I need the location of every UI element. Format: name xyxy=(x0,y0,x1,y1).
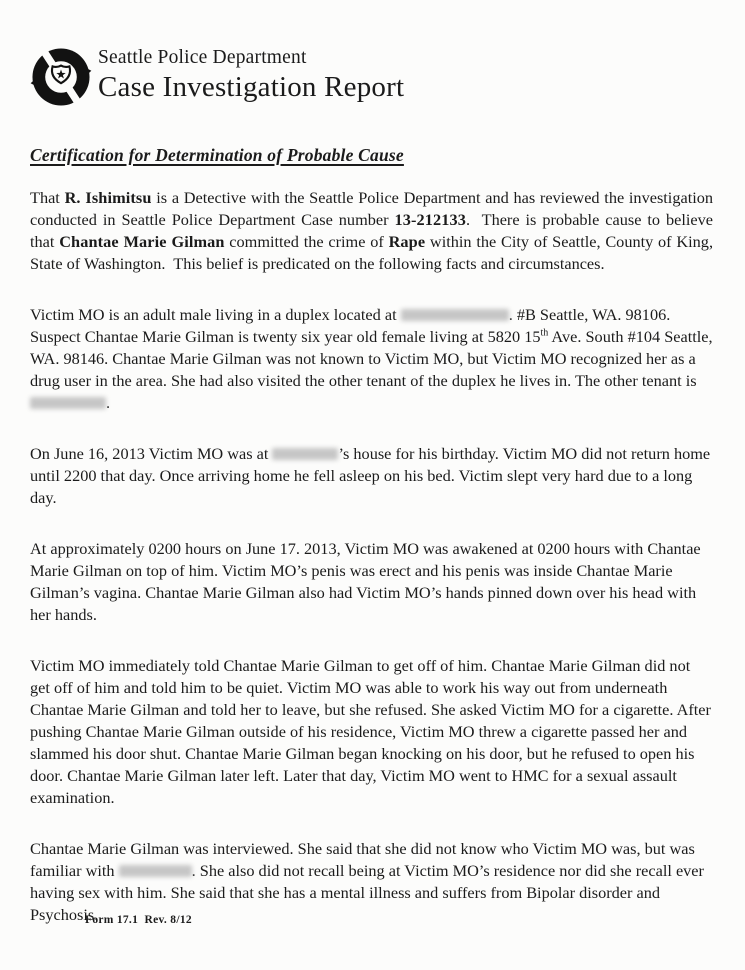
agency-name: Seattle Police Department xyxy=(98,47,307,68)
section-heading-probable-cause: Certification for Determination of Probable Cause xyxy=(30,145,404,165)
body-text: Victim MO is an adult male living in a duplex located at xyxy=(30,305,401,324)
body-text: committed the crime of xyxy=(224,232,389,251)
form-footer-label: Form 17.1 Rev. 8/12 xyxy=(85,914,192,926)
bold-text: Rape xyxy=(388,232,426,251)
body-text: . #B Seattle, WA. 98106. Suspect Chantae Marie Gilman is twenty six year old female living at 5820 15 xyxy=(30,305,675,346)
header-titles xyxy=(98,44,404,105)
paragraph xyxy=(30,304,717,414)
paragraph xyxy=(30,187,718,275)
bold-text: 13-212133 xyxy=(394,210,466,229)
body-text: . There is probable cause to believe that xyxy=(30,210,718,251)
paragraphs xyxy=(30,187,718,926)
document-header xyxy=(30,44,713,114)
report-title: Case Investigation Report xyxy=(98,71,405,104)
redaction-blur xyxy=(272,448,338,460)
body-text: ’s house for his birthday. Victim MO did not return home until 2200 that day. Once arriving home he fell asleep on his bed. Victim slept very hard due to a long day. xyxy=(30,444,715,507)
bold-text: Chantae Marie Gilman xyxy=(59,232,225,251)
body-text: is a Detective with the Seattle Police Department and has reviewed the investigation conducted in Seattle Police Department Case number xyxy=(30,188,718,229)
seattle-police-emblem-icon xyxy=(30,45,92,114)
redaction-blur xyxy=(119,865,192,877)
body-text: On June 16, 2013 Victim MO was at xyxy=(30,444,273,463)
redaction-blur xyxy=(30,397,106,409)
body-text: Chantae Marie Gilman was interviewed. She said that she did not know who Victim MO was, but was familiar with xyxy=(30,839,699,880)
paragraph xyxy=(30,838,713,926)
body-text: . xyxy=(106,393,111,412)
body-text: That xyxy=(30,188,65,207)
paragraph xyxy=(30,443,713,509)
redaction-blur xyxy=(401,309,509,321)
bold-text: R. Ishimitsu xyxy=(64,188,152,207)
paragraph xyxy=(30,655,716,809)
body-text: Victim MO immediately told Chantae Marie Gilman to get off of him. Chantae Marie Gilman did not get off of him and told him to be quiet. Victim MO was able to work his way out from underneath Chantae Marie Gilman and told her to leave, but she refused. She asked Victim MO for a cigarette. After pushing Chantae Marie Gilman outside of his residence, Victim MO threw a cigarette passed her and slammed his door shut. Chantae Marie Gilman began knocking on his door, but he refused to open his door. Chantae Marie Gilman later left. Later that day, Victim MO went to HMC for a sexual assault examination. xyxy=(30,656,716,807)
body-text: Ave. South #104 Seattle, WA. 98146. Chantae Marie Gilman was not known to Victim MO, but Victim MO recognized her as a drug user in the area. She had also visited the other tenant of the duplex he lives in. The other tenant is xyxy=(30,327,717,390)
body-text: within the City of Seattle, County of King, State of Washington. This belief is predicated on the following facts and circumstances. xyxy=(30,232,718,273)
paragraph xyxy=(30,538,713,626)
superscript-text: th xyxy=(540,327,549,339)
body-text: At approximately 0200 hours on June 17. 2013, Victim MO was awakened at 0200 hours with Chantae Marie Gilman on top of him. Victim MO’s penis was erect and his penis was inside Chantae Marie Gilman’s vagina. Chantae Marie Gilman also had Victim MO’s hands pinned down over his head with her hands. xyxy=(30,539,705,624)
body-text: . She also did not recall being at Victim MO’s residence nor did she recall ever having sex with him. She said that she has a mental illness and suffers from Bipolar disorder and Psychosis. xyxy=(30,861,709,924)
